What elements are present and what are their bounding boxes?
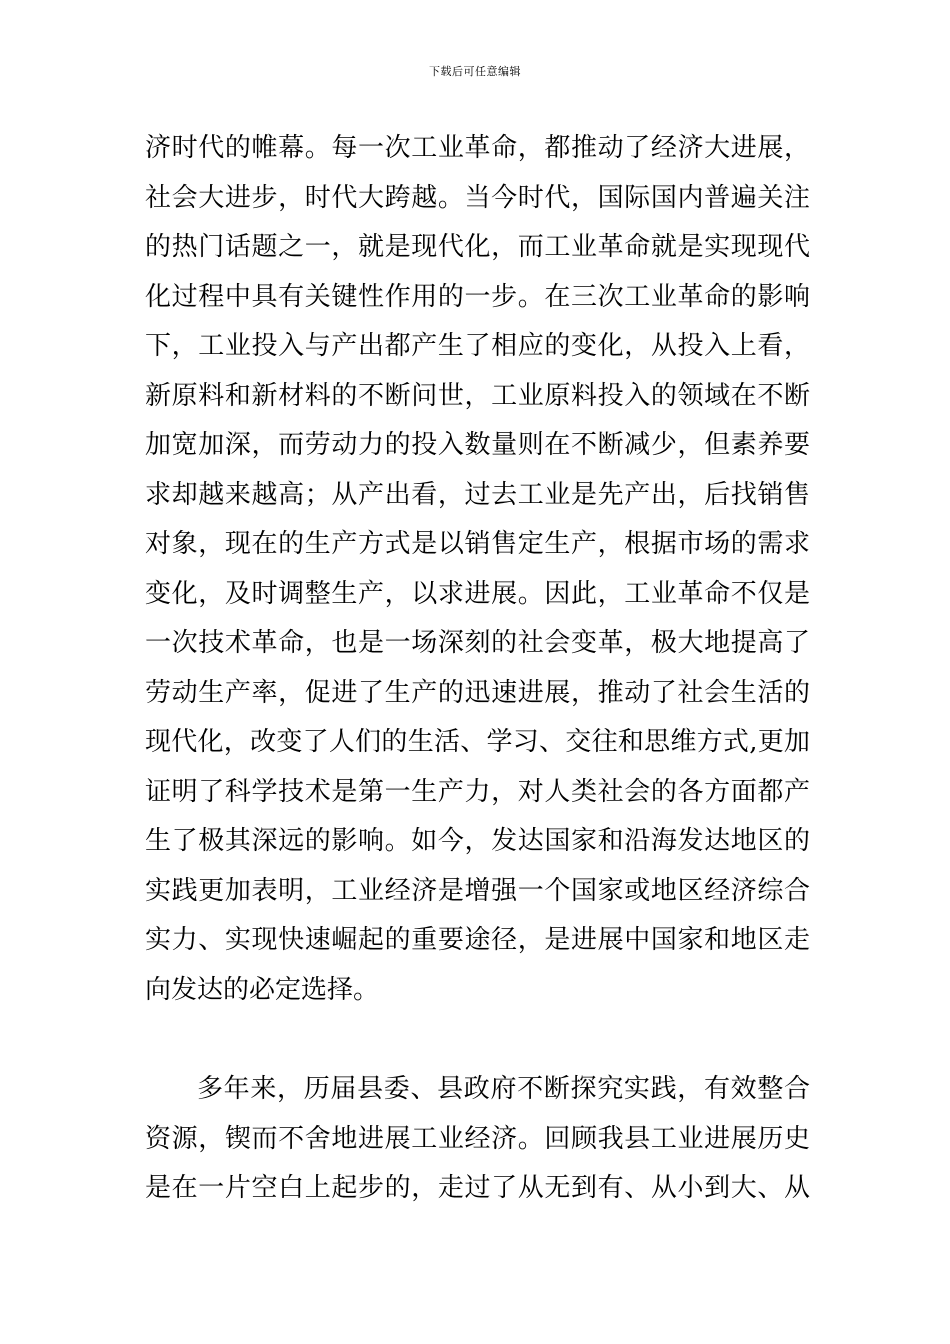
paragraph-1 [145, 124, 810, 1015]
text-line: 劳动生产率，促进了生产的迅速进展，推动了社会生活的 [145, 677, 810, 708]
text-line: 对象，现在的生产方式是以销售定生产，根据市场的需求 [145, 529, 810, 559]
text-line: 的热门话题之一，就是现代化，而工业革命就是实现现代 [145, 232, 810, 262]
text-line: 济时代的帷幕。每一次工业革命，都推动了经济大进展， [145, 133, 810, 163]
text-line: 向发达的必定选择。 [145, 974, 380, 1005]
text-line: 实力、实现快速崛起的重要途径，是进展中国家和地区走 [145, 925, 810, 955]
text-line: 化过程中具有关键性作用的一步。在三次工业革命的影响 [145, 281, 810, 312]
text-line: 加宽加深，而劳动力的投入数量则在不断减少，但素养要 [145, 430, 810, 460]
paragraph-2 [145, 1065, 810, 1214]
text-line: 新原料和新材料的不断问世，工业原料投入的领域在不断 [145, 380, 810, 411]
document-body [145, 124, 810, 1214]
text-line: 社会大进步，时代大跨越。当今时代，国际国内普遍关注 [145, 182, 810, 213]
paragraph-spacer [145, 1015, 810, 1065]
text-line: 现代化，改变了人们的生活、学习、交往和思维方式,更加 [145, 727, 810, 757]
text-line: 多年来，历届县委、县政府不断探究实践，有效整合 [197, 1074, 810, 1104]
text-line: 一次技术革命，也是一场深刻的社会变革，极大地提高了 [145, 628, 810, 658]
text-line: 下，工业投入与产出都产生了相应的变化，从投入上看， [145, 331, 810, 361]
text-line: 是在一片空白上起步的，走过了从无到有、从小到大、从 [145, 1173, 810, 1203]
page-header: 下载后可任意编辑 [429, 65, 521, 78]
text-line: 资源，锲而不舍地进展工业经济。回顾我县工业进展历史 [145, 1123, 810, 1154]
text-line: 生了极其深远的影响。如今，发达国家和沿海发达地区的 [145, 826, 810, 856]
text-line: 求却越来越高；从产出看，过去工业是先产出，后找销售 [145, 479, 810, 510]
text-line: 证明了科学技术是第一生产力，对人类社会的各方面都产 [145, 776, 810, 807]
text-line: 变化，及时调整生产，以求进展。因此，工业革命不仅是 [145, 578, 810, 609]
text-line: 实践更加表明，工业经济是增强一个国家或地区经济综合 [145, 875, 810, 906]
